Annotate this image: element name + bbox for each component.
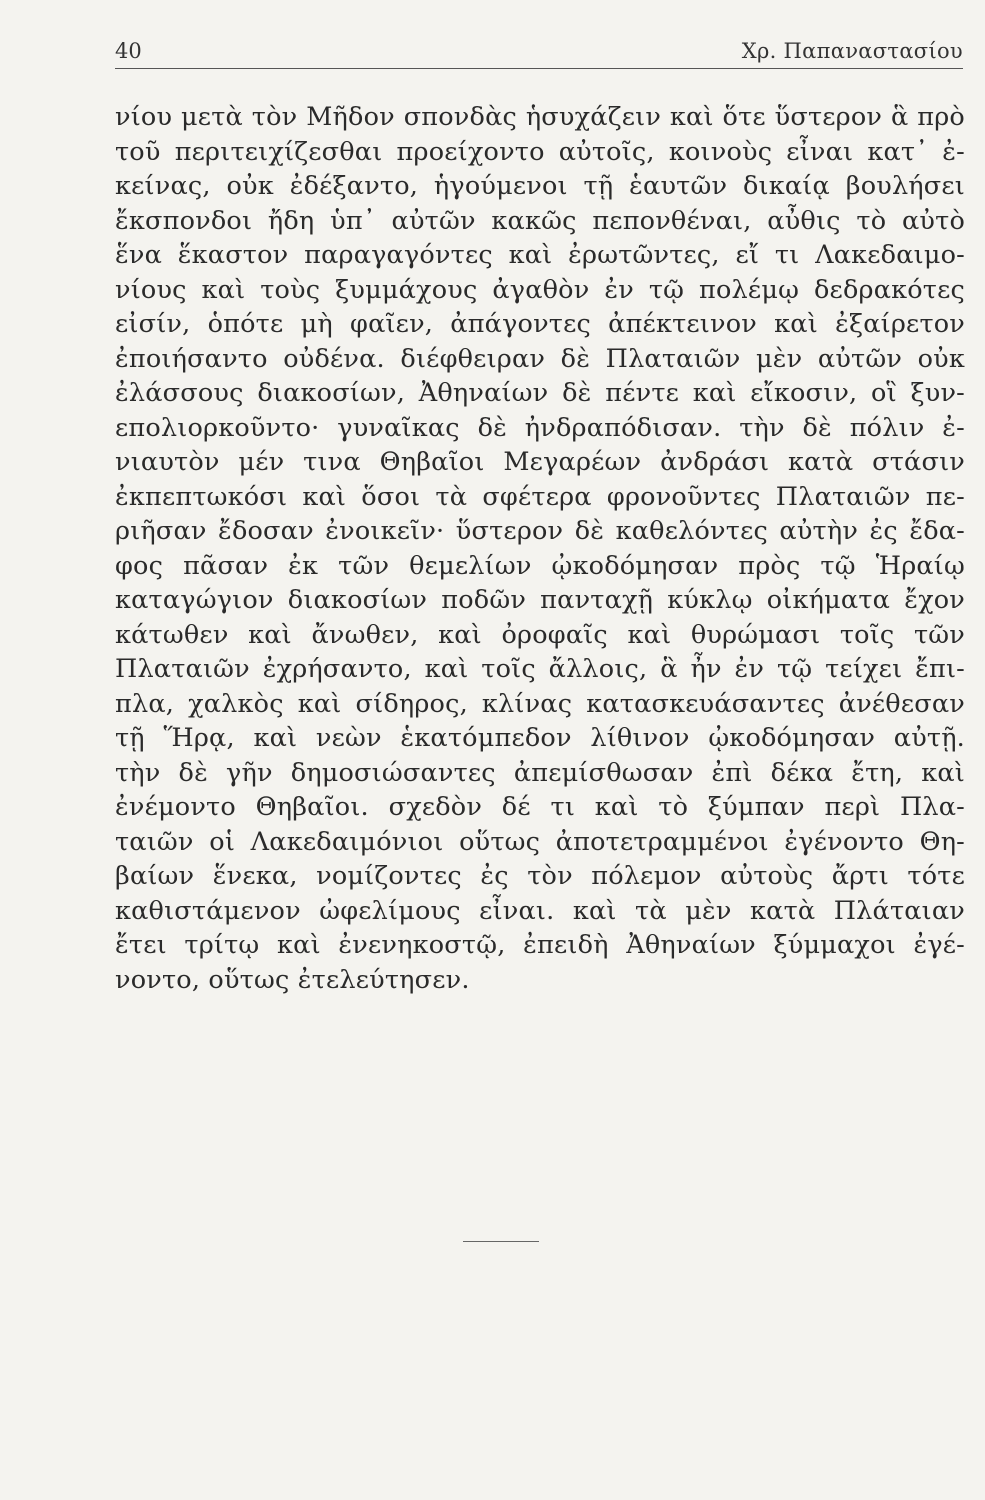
text-line: καταγώγιον διακοσίων ποδῶν πανταχῇ κύκλῳ οἰκήματα ἔχον (115, 585, 965, 615)
section-end-rule (463, 1241, 539, 1242)
page-number: 40 (115, 39, 142, 63)
text-line: ἐλάσσους διακοσίων, Ἀθηναίων δὲ πέντε καὶ εἴκοσιν, οἳ ξυν- (115, 378, 965, 408)
text-line-last: νοντο, οὕτως ἐτελεύτησεν. (115, 964, 470, 995)
body-text (115, 100, 965, 997)
text-line: φος πᾶσαν ἐκ τῶν θεμελίων ᾠκοδόμησαν πρὸς τῷ Ἡραίῳ (115, 550, 965, 581)
text-line: ἐποιήσαντο οὐδένα. διέφθειραν δὲ Πλαταιῶν μὲν αὐτῶν οὐκ (115, 343, 965, 374)
text-line: τοῦ περιτειχίζεσθαι προείχοντο αὐτοῖς, κοινοὺς εἶναι κατ᾽ ἐ- (115, 136, 965, 167)
text-line: τὴν δὲ γῆν δημοσιώσαντες ἀπεμίσθωσαν ἐπὶ δέκα ἔτη, καὶ (115, 757, 965, 788)
text-line: ἔκσπονδοι ἤδη ὑπ᾽ αὐτῶν κακῶς πεπονθέναι, αὖθις τὸ αὐτὸ (115, 205, 965, 236)
text-line: ριῆσαν ἔδοσαν ἐνοικεῖν· ὕστερον δὲ καθελόντες αὐτὴν ἐς ἔδα- (115, 516, 965, 546)
text-line: ἐνέμοντο Θηβαῖοι. σχεδὸν δέ τι καὶ τὸ ξύμπαν περὶ Πλα- (115, 792, 965, 822)
text-line: εἰσίν, ὁπότε μὴ φαῖεν, ἀπάγοντες ἀπέκτεινον καὶ ἐξαίρετον (115, 309, 965, 339)
text-line: ἐκπεπτωκόσι καὶ ὅσοι τὰ σφέτερα φρονοῦντες Πλαταιῶν πε- (115, 481, 965, 512)
running-header (115, 38, 963, 69)
text-line: Πλαταιῶν ἐχρήσαντο, καὶ τοῖς ἄλλοις, ἃ ἦν ἐν τῷ τείχει ἔπι- (115, 654, 965, 684)
text-line: ἕνα ἕκαστον παραγαγόντες καὶ ἐρωτῶντες, εἴ τι Λακεδαιμο- (115, 240, 965, 270)
text-line: ἔτει τρίτῳ καὶ ἐνενηκοστῷ, ἐπειδὴ Ἀθηναίων ξύμμαχοι ἐγέ- (115, 930, 965, 960)
text-line: κείνας, οὐκ ἐδέξαντο, ἡγούμενοι τῇ ἑαυτῶν δικαίᾳ βουλήσει (115, 171, 965, 201)
text-line: πλα, χαλκὸς καὶ σίδηρος, κλίνας κατασκευάσαντες ἀνέθεσαν (115, 688, 965, 719)
text-line: νιαυτὸν μέν τινα Θηβαῖοι Μεγαρέων ἀνδράσι κατὰ στάσιν (115, 447, 965, 477)
text-line: επολιορκοῦντο· γυναῖκας δὲ ἠνδραπόδισαν. τὴν δὲ πόλιν ἐ- (115, 412, 965, 443)
text-line: τῇ Ἥρᾳ, καὶ νεὼν ἑκατόμπεδον λίθινον ᾠκοδόμησαν αὐτῇ. (115, 723, 965, 753)
text-line: νίους καὶ τοὺς ξυμμάχους ἀγαθὸν ἐν τῷ πολέμῳ δεδρακότες (115, 274, 965, 305)
running-header-author: Χρ. Παπαναστασίου (741, 39, 963, 63)
text-line: κάτωθεν καὶ ἄνωθεν, καὶ ὀροφαῖς καὶ θυρώμασι τοῖς τῶν (115, 619, 965, 650)
text-line: ταιῶν οἱ Λακεδαιμόνιοι οὕτως ἀποτετραμμένοι ἐγένοντο Θη- (115, 826, 965, 857)
text-line: νίου μετὰ τὸν Μῆδον σπονδὰς ἡσυχάζειν καὶ ὅτε ὕστερον ἃ πρὸ (115, 102, 965, 132)
text-line: καθιστάμενον ὠφελίμους εἶναι. καὶ τὰ μὲν κατὰ Πλάταιαν (115, 895, 965, 926)
text-line: βαίων ἕνεκα, νομίζοντες ἐς τὸν πόλεμον αὐτοὺς ἄρτι τότε (115, 861, 965, 891)
